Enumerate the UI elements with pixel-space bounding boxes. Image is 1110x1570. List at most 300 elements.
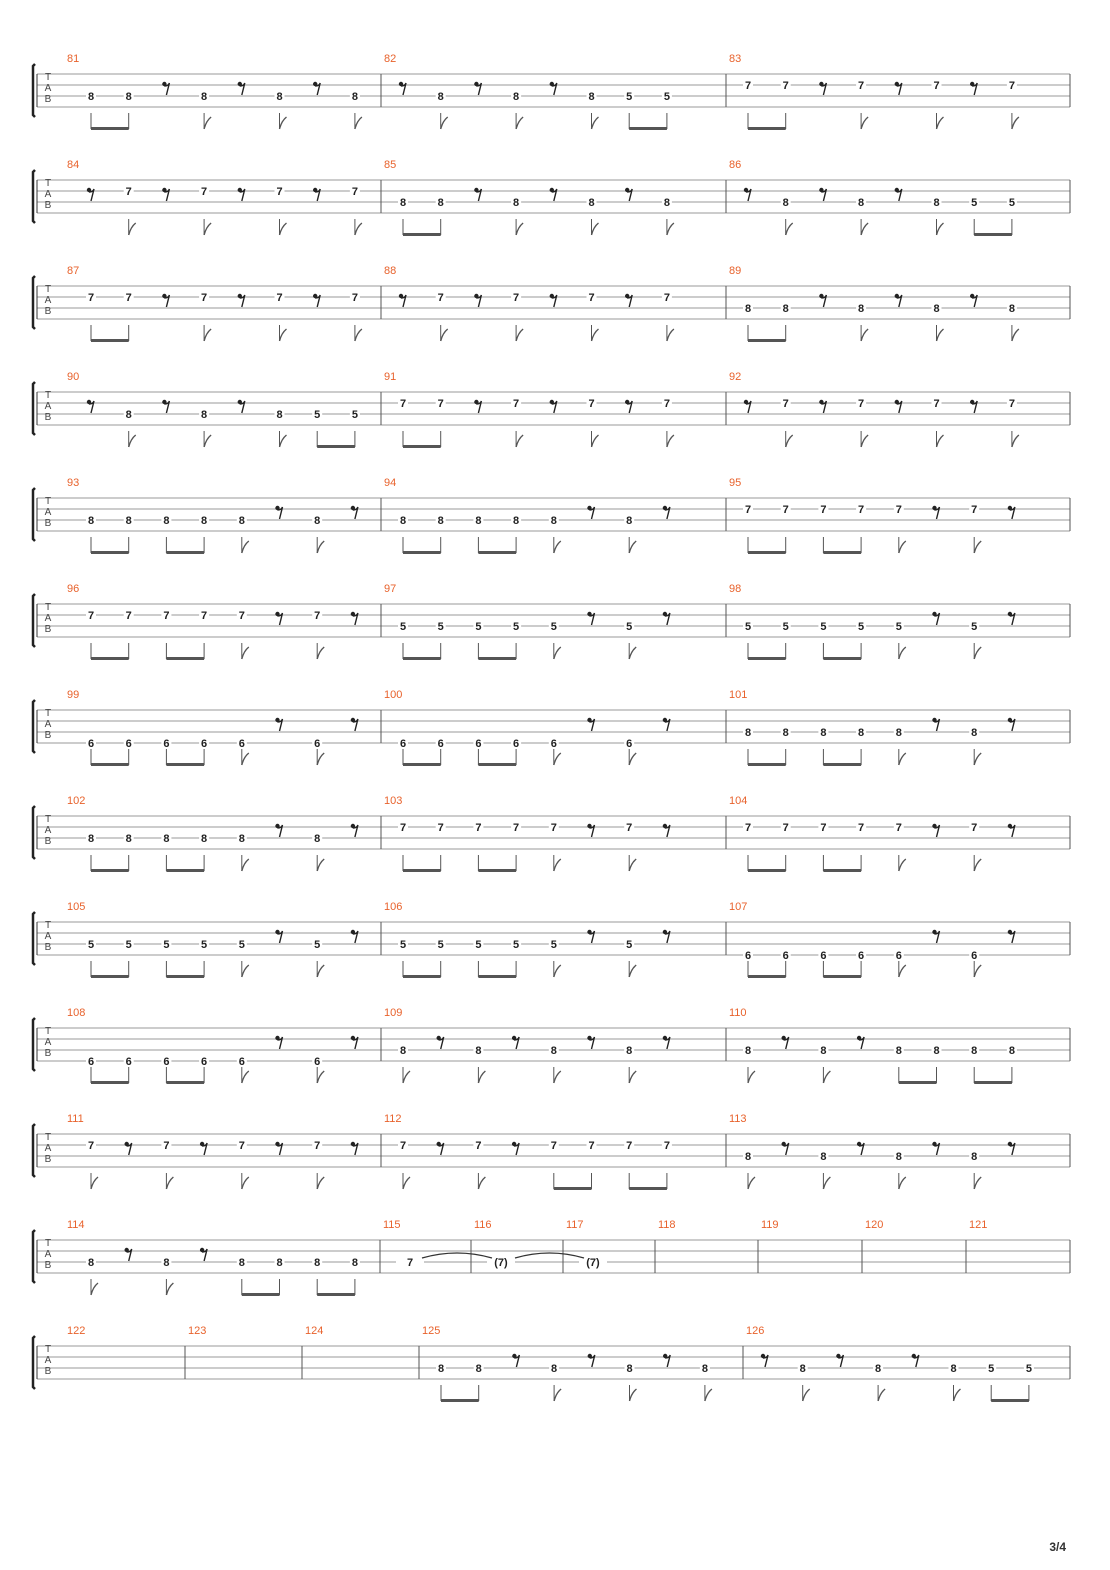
fret-number: 7 bbox=[782, 822, 789, 834]
eighth-rest bbox=[351, 1142, 358, 1155]
eighth-rest bbox=[313, 82, 320, 95]
tab-clef-letter: B bbox=[44, 518, 52, 529]
note-flag bbox=[317, 965, 324, 977]
note-flag bbox=[554, 965, 561, 977]
note-flag bbox=[629, 965, 636, 977]
fret-number: 5 bbox=[513, 939, 520, 951]
tab-clef-letter: B bbox=[44, 624, 52, 635]
measure-number: 115 bbox=[383, 1219, 401, 1231]
fret-number: 7 bbox=[858, 822, 865, 834]
measure bbox=[384, 265, 674, 341]
measure-number: 95 bbox=[729, 477, 742, 489]
eighth-rest bbox=[550, 400, 557, 413]
fret-number: 8 bbox=[588, 197, 595, 209]
system-bracket bbox=[33, 382, 35, 435]
tab-clef-letter: A bbox=[44, 1037, 52, 1048]
eighth-rest bbox=[512, 1142, 519, 1155]
fret-number: 8 bbox=[875, 1363, 882, 1375]
fret-number: 7 bbox=[744, 504, 752, 516]
eighth-rest bbox=[970, 82, 977, 95]
fret-number: 7 bbox=[782, 80, 789, 92]
measure-number: 105 bbox=[67, 901, 86, 913]
fret-number: 7 bbox=[238, 610, 245, 622]
measure-number: 111 bbox=[67, 1113, 84, 1125]
fret-number: 8 bbox=[314, 1257, 321, 1269]
measure bbox=[67, 159, 362, 235]
fret-number: 8 bbox=[513, 515, 520, 527]
note-flag bbox=[317, 1071, 324, 1083]
tab-system bbox=[33, 1113, 1070, 1190]
eighth-rest bbox=[663, 1036, 670, 1049]
beam bbox=[478, 763, 516, 766]
note-flag bbox=[129, 223, 136, 235]
fret-number: 5 bbox=[437, 939, 444, 951]
fret-number: 8 bbox=[437, 515, 444, 527]
eighth-rest bbox=[895, 82, 902, 95]
fret-number: 5 bbox=[988, 1363, 995, 1375]
measure bbox=[384, 583, 670, 660]
beam bbox=[441, 1399, 479, 1402]
fret-number: 8 bbox=[125, 409, 132, 421]
measure bbox=[729, 901, 1015, 978]
fret-number: 5 bbox=[238, 939, 245, 951]
note-flag bbox=[516, 435, 523, 447]
fret-number: 8 bbox=[701, 1363, 708, 1375]
fret-number: 6 bbox=[314, 1056, 321, 1068]
beam bbox=[629, 127, 667, 130]
fret-number: 7 bbox=[276, 292, 283, 304]
fret-number: 6 bbox=[399, 738, 407, 750]
note-flag bbox=[592, 223, 599, 235]
measure-number: 117 bbox=[566, 1219, 584, 1231]
note-flag bbox=[242, 859, 249, 871]
fret-number: 7 bbox=[513, 398, 520, 410]
fret-number: 8 bbox=[1008, 303, 1015, 315]
fret-number: 5 bbox=[399, 621, 407, 633]
fret-number: 8 bbox=[626, 515, 633, 527]
note-flag bbox=[667, 223, 674, 235]
measure bbox=[729, 477, 1015, 554]
fret-number: 7 bbox=[820, 822, 827, 834]
fret-number: 8 bbox=[971, 1045, 978, 1057]
fret-number: 8 bbox=[782, 727, 789, 739]
page-number: 3/4 bbox=[1049, 1540, 1066, 1554]
note-flag bbox=[861, 117, 868, 129]
note-flag bbox=[554, 541, 561, 553]
eighth-rest bbox=[474, 82, 481, 95]
fret-number: 8 bbox=[399, 197, 407, 209]
fret-number: 7 bbox=[475, 822, 482, 834]
fret-number: 5 bbox=[513, 621, 520, 633]
fret-number: 8 bbox=[201, 409, 208, 421]
note-flag bbox=[629, 859, 636, 871]
note-flag bbox=[899, 541, 906, 553]
note-flag bbox=[1012, 435, 1019, 447]
fret-number: 8 bbox=[513, 91, 520, 103]
fret-number: 5 bbox=[163, 939, 170, 951]
fret-number: 7 bbox=[163, 1140, 170, 1152]
measure-number: 116 bbox=[474, 1219, 492, 1231]
fret-number: 7 bbox=[550, 822, 557, 834]
tab-clef-letter: T bbox=[44, 284, 52, 295]
beam bbox=[91, 551, 129, 554]
fret-number: 7 bbox=[87, 292, 95, 304]
note-flag bbox=[786, 435, 793, 447]
fret-number: 5 bbox=[475, 621, 482, 633]
measure bbox=[384, 371, 674, 448]
note-flag bbox=[823, 1071, 830, 1083]
eighth-rest bbox=[932, 506, 939, 519]
fret-number: 5 bbox=[782, 621, 789, 633]
note-flag bbox=[937, 223, 944, 235]
measure bbox=[384, 1007, 670, 1083]
tab-clef-letter: A bbox=[44, 719, 52, 730]
eighth-rest bbox=[550, 294, 557, 307]
eighth-rest bbox=[437, 1142, 444, 1155]
fret-number: 6 bbox=[858, 950, 865, 962]
eighth-rest bbox=[836, 1354, 843, 1367]
tab-clef-letter: B bbox=[44, 836, 52, 847]
measure-number: 92 bbox=[729, 371, 742, 383]
note-flag bbox=[403, 1177, 410, 1189]
system-bracket bbox=[33, 170, 35, 223]
measure-number: 89 bbox=[729, 265, 742, 277]
note-flag bbox=[899, 647, 906, 659]
fret-number: 8 bbox=[550, 1045, 557, 1057]
measure bbox=[67, 901, 358, 978]
measure bbox=[422, 1325, 712, 1402]
fret-number: 7 bbox=[201, 292, 208, 304]
fret-number: 7 bbox=[895, 504, 902, 516]
fret-number: 8 bbox=[475, 515, 482, 527]
fret-number: 6 bbox=[238, 738, 245, 750]
fret-number: 8 bbox=[588, 91, 595, 103]
measure bbox=[865, 1219, 883, 1231]
tab-system bbox=[33, 1007, 1070, 1084]
tab-clef-letter: T bbox=[44, 1132, 52, 1143]
fret-number: 5 bbox=[1008, 197, 1015, 209]
beam bbox=[166, 763, 204, 766]
note-flag bbox=[629, 753, 636, 765]
measure-number: 118 bbox=[658, 1219, 676, 1231]
tab-system bbox=[33, 583, 1070, 660]
fret-number: 5 bbox=[351, 409, 358, 421]
eighth-rest bbox=[351, 718, 358, 731]
fret-number: 7 bbox=[238, 1140, 245, 1152]
fret-number: 8 bbox=[351, 91, 358, 103]
beam bbox=[166, 1081, 204, 1084]
eighth-rest bbox=[275, 718, 282, 731]
fret-number: 8 bbox=[782, 303, 789, 315]
note-flag bbox=[592, 329, 599, 341]
fret-number: 6 bbox=[201, 1056, 208, 1068]
measure-number: 97 bbox=[384, 583, 397, 595]
fret-number: 7 bbox=[782, 504, 789, 516]
fret-number: 8 bbox=[782, 197, 789, 209]
beam bbox=[403, 445, 441, 448]
fret-number: 8 bbox=[87, 91, 95, 103]
fret-number: 6 bbox=[201, 738, 208, 750]
fret-number: 8 bbox=[858, 197, 865, 209]
measure-number: 104 bbox=[729, 795, 748, 807]
fret-number: 7 bbox=[201, 610, 208, 622]
note-flag bbox=[441, 117, 448, 129]
fret-number: 8 bbox=[314, 515, 321, 527]
eighth-rest bbox=[351, 506, 358, 519]
eighth-rest bbox=[1008, 930, 1015, 943]
eighth-rest bbox=[474, 188, 481, 201]
eighth-rest bbox=[761, 1354, 768, 1367]
eighth-rest bbox=[587, 718, 594, 731]
fret-number: 8 bbox=[351, 1257, 358, 1269]
eighth-rest bbox=[587, 824, 594, 837]
beam bbox=[91, 869, 129, 872]
eighth-rest bbox=[819, 82, 826, 95]
eighth-rest bbox=[895, 188, 902, 201]
beam bbox=[403, 975, 441, 978]
tab-clef-letter: B bbox=[44, 1366, 52, 1377]
measure bbox=[729, 159, 1017, 236]
eighth-rest bbox=[550, 82, 557, 95]
eighth-rest bbox=[275, 1036, 282, 1049]
fret-number: 5 bbox=[87, 939, 95, 951]
fret-number: 7 bbox=[895, 822, 902, 834]
fret-number: 7 bbox=[550, 1140, 557, 1152]
fret-number: (7) bbox=[494, 1257, 508, 1269]
note-flag bbox=[861, 223, 868, 235]
note-flag bbox=[667, 435, 674, 447]
measure bbox=[67, 1219, 360, 1296]
note-flag bbox=[554, 1389, 561, 1401]
note-flag bbox=[242, 1177, 249, 1189]
note-flag bbox=[974, 541, 981, 553]
fret-number: 5 bbox=[971, 621, 978, 633]
note-flag bbox=[899, 859, 906, 871]
tab-clef-letter: A bbox=[44, 1355, 52, 1366]
fret-number: 7 bbox=[663, 1140, 670, 1152]
eighth-rest bbox=[587, 930, 594, 943]
fret-number: 7 bbox=[437, 292, 444, 304]
measure-number: 108 bbox=[67, 1007, 86, 1019]
fret-number: 5 bbox=[475, 939, 482, 951]
tab-clef-letter: A bbox=[44, 931, 52, 942]
fret-number: 7 bbox=[399, 1140, 407, 1152]
fret-number: 7 bbox=[513, 292, 520, 304]
eighth-rest bbox=[895, 294, 902, 307]
fret-number: 7 bbox=[588, 1140, 595, 1152]
eighth-rest bbox=[932, 824, 939, 837]
eighth-rest bbox=[351, 1036, 358, 1049]
fret-number: 8 bbox=[201, 515, 208, 527]
fret-number: 6 bbox=[626, 738, 633, 750]
tab-clef-letter: T bbox=[44, 602, 52, 613]
measure-number: 120 bbox=[865, 1219, 884, 1231]
eighth-rest bbox=[932, 930, 939, 943]
tab-clef-letter: T bbox=[44, 178, 52, 189]
fret-number: 7 bbox=[626, 822, 633, 834]
fret-number: 8 bbox=[276, 409, 283, 421]
fret-number: 8 bbox=[820, 727, 827, 739]
note-flag bbox=[204, 117, 211, 129]
measure-number: 86 bbox=[729, 159, 742, 171]
measure-number: 106 bbox=[384, 901, 403, 913]
eighth-rest bbox=[970, 400, 977, 413]
fret-number: 6 bbox=[125, 738, 132, 750]
fret-number: 5 bbox=[895, 621, 902, 633]
fret-number: 7 bbox=[125, 292, 132, 304]
eighth-rest bbox=[857, 1142, 864, 1155]
fret-number: 7 bbox=[626, 1140, 633, 1152]
fret-number: 8 bbox=[163, 515, 170, 527]
beam bbox=[478, 657, 516, 660]
fret-number: 6 bbox=[125, 1056, 132, 1068]
measure-number: 82 bbox=[384, 53, 397, 65]
note-flag bbox=[705, 1389, 712, 1401]
fret-number: 6 bbox=[437, 738, 444, 750]
tab-clef-letter: B bbox=[44, 942, 52, 953]
fret-number: 7 bbox=[820, 504, 827, 516]
fret-number: 7 bbox=[744, 80, 752, 92]
note-flag bbox=[355, 329, 362, 341]
measure bbox=[67, 53, 362, 130]
eighth-rest bbox=[162, 400, 169, 413]
note-flag bbox=[280, 435, 287, 447]
fret-number: 7 bbox=[201, 186, 208, 198]
beam bbox=[242, 1293, 280, 1296]
note-flag bbox=[748, 1177, 755, 1189]
measure bbox=[384, 1113, 672, 1190]
fret-number: 7 bbox=[933, 398, 940, 410]
fret-number: 7 bbox=[933, 80, 940, 92]
eighth-rest bbox=[857, 1036, 864, 1049]
beam bbox=[91, 657, 129, 660]
fret-number: 8 bbox=[238, 1257, 245, 1269]
measure bbox=[67, 1325, 85, 1337]
eighth-rest bbox=[474, 294, 481, 307]
measure bbox=[67, 795, 358, 872]
tab-clef-letter: T bbox=[44, 496, 52, 507]
eighth-rest bbox=[162, 82, 169, 95]
tab-clef-letter: B bbox=[44, 1048, 52, 1059]
tab-clef-letter: A bbox=[44, 295, 52, 306]
beam bbox=[91, 763, 129, 766]
beam bbox=[478, 975, 516, 978]
system-bracket bbox=[33, 276, 35, 329]
fret-number: (7) bbox=[586, 1257, 600, 1269]
fret-number: 7 bbox=[351, 186, 358, 198]
tab-clef-letter: T bbox=[44, 1026, 52, 1037]
eighth-rest bbox=[663, 612, 670, 625]
fret-number: 7 bbox=[87, 1140, 95, 1152]
eighth-rest bbox=[625, 294, 632, 307]
fret-number: 6 bbox=[314, 738, 321, 750]
note-flag bbox=[974, 965, 981, 977]
note-flag bbox=[554, 1071, 561, 1083]
note-flag bbox=[786, 223, 793, 235]
measure bbox=[729, 265, 1019, 342]
beam bbox=[317, 445, 355, 448]
fret-number: 8 bbox=[626, 1363, 633, 1375]
beam bbox=[748, 869, 786, 872]
fret-number: 8 bbox=[125, 91, 132, 103]
eighth-rest bbox=[238, 400, 245, 413]
fret-number: 8 bbox=[858, 303, 865, 315]
eighth-rest bbox=[1008, 506, 1015, 519]
note-flag bbox=[554, 859, 561, 871]
beam bbox=[91, 127, 129, 130]
system-bracket bbox=[33, 806, 35, 859]
measure-number: 85 bbox=[384, 159, 397, 171]
system-bracket bbox=[33, 1230, 35, 1283]
note-flag bbox=[91, 1177, 98, 1189]
eighth-rest bbox=[87, 188, 94, 201]
measure-number: 113 bbox=[729, 1113, 747, 1125]
eighth-rest bbox=[275, 930, 282, 943]
measure bbox=[384, 477, 670, 554]
fret-number: 5 bbox=[201, 939, 208, 951]
note-flag bbox=[166, 1283, 173, 1295]
fret-number: 6 bbox=[782, 950, 789, 962]
fret-number: 5 bbox=[626, 939, 633, 951]
note-flag bbox=[861, 435, 868, 447]
fret-number: 7 bbox=[971, 504, 978, 516]
measure bbox=[67, 583, 358, 660]
tab-clef-letter: A bbox=[44, 1249, 52, 1260]
fret-number: 8 bbox=[626, 1045, 633, 1057]
tab-system bbox=[33, 901, 1070, 978]
note-flag bbox=[899, 965, 906, 977]
eighth-rest bbox=[474, 400, 481, 413]
note-flag bbox=[899, 1177, 906, 1189]
tab-clef-letter: T bbox=[44, 814, 52, 825]
fret-number: 7 bbox=[858, 80, 865, 92]
fret-number: 5 bbox=[399, 939, 407, 951]
beam bbox=[748, 339, 786, 342]
note-flag bbox=[667, 329, 674, 341]
fret-number: 8 bbox=[551, 1363, 558, 1375]
measure bbox=[67, 371, 360, 448]
note-flag bbox=[317, 541, 324, 553]
tab-system bbox=[33, 371, 1070, 448]
tab-clef-letter: A bbox=[44, 189, 52, 200]
fret-number: 7 bbox=[588, 292, 595, 304]
note-flag bbox=[242, 647, 249, 659]
beam bbox=[403, 233, 441, 236]
measure bbox=[729, 583, 1015, 660]
eighth-rest bbox=[663, 824, 670, 837]
eighth-rest bbox=[550, 188, 557, 201]
beam bbox=[823, 869, 861, 872]
note-flag bbox=[242, 541, 249, 553]
fret-number: 7 bbox=[163, 610, 170, 622]
eighth-rest bbox=[587, 612, 594, 625]
fret-number: 5 bbox=[626, 91, 633, 103]
eighth-rest bbox=[399, 294, 406, 307]
eighth-rest bbox=[932, 1142, 939, 1155]
fret-number: 5 bbox=[858, 621, 865, 633]
fret-number: 6 bbox=[475, 738, 482, 750]
fret-number: 8 bbox=[399, 515, 407, 527]
note-flag bbox=[317, 647, 324, 659]
fret-number: 7 bbox=[782, 398, 789, 410]
fret-number: 8 bbox=[437, 91, 444, 103]
eighth-rest bbox=[351, 824, 358, 837]
eighth-rest bbox=[663, 506, 670, 519]
eighth-rest bbox=[1008, 612, 1015, 625]
note-flag bbox=[355, 117, 362, 129]
fret-number: 7 bbox=[125, 186, 132, 198]
tab-clef-letter: T bbox=[44, 920, 52, 931]
